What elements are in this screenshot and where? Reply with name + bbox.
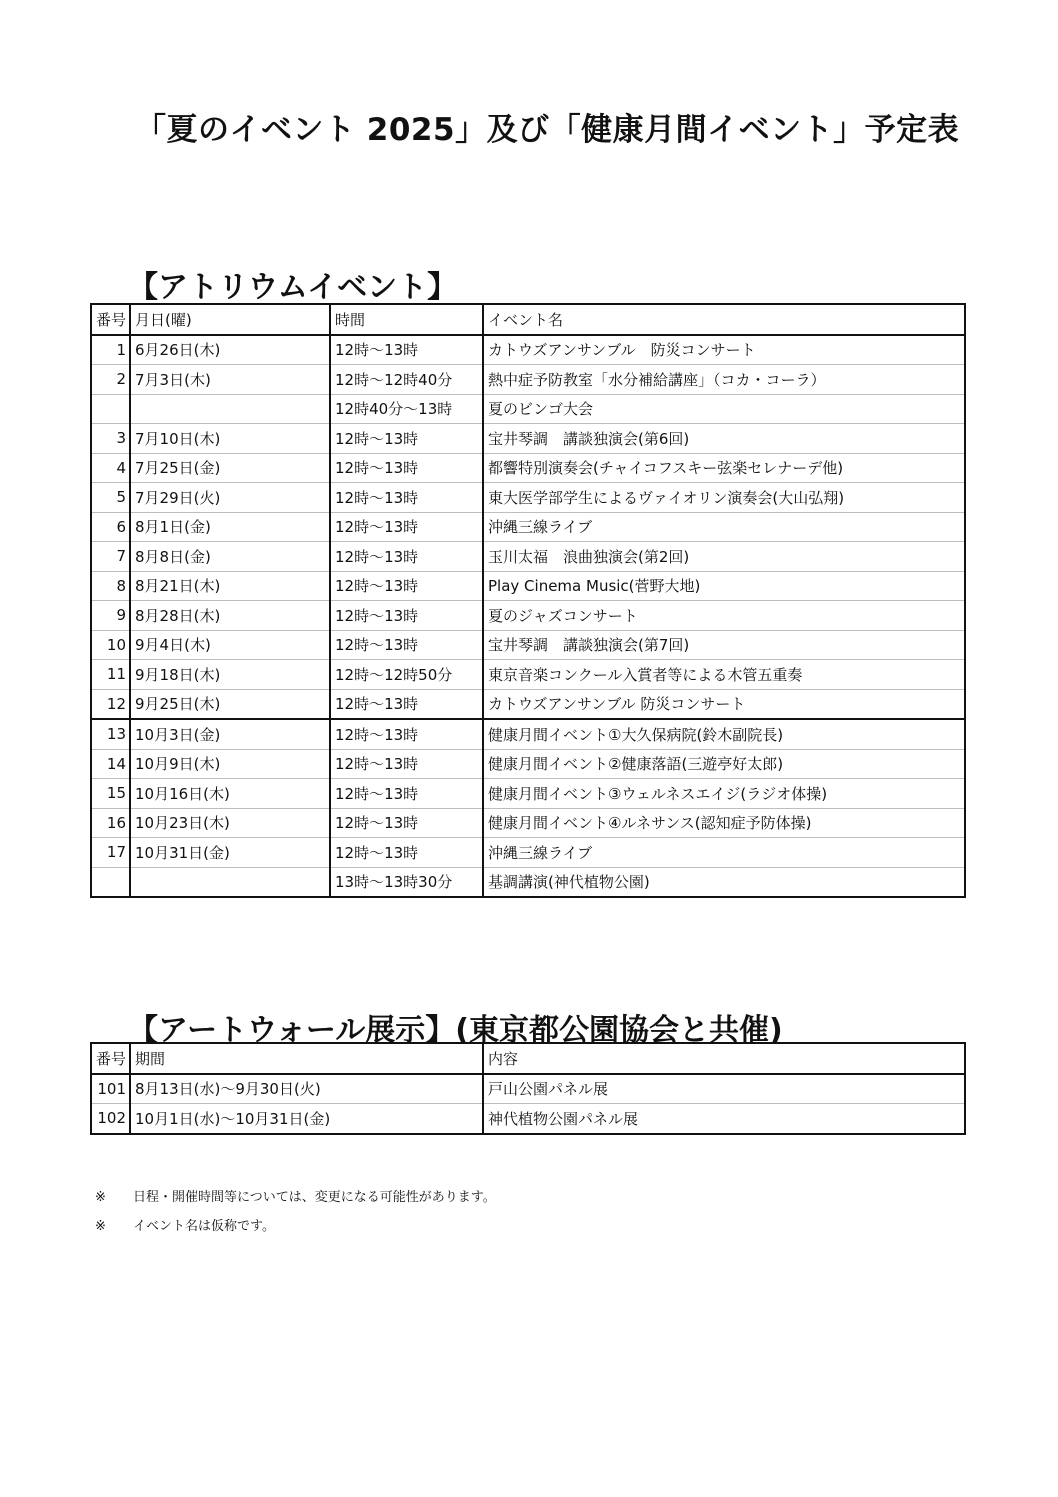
row-time: 12時～13時: [330, 453, 483, 483]
row-number: 4: [91, 453, 130, 483]
row-event-name: 東大医学部学生によるヴァイオリン演奏会(大山弘翔): [483, 483, 965, 513]
row-time: 12時～13時: [330, 630, 483, 660]
row-event-name: 健康月間イベント③ウェルネスエイジ(ラジオ体操): [483, 779, 965, 809]
row-time: 12時～13時: [330, 424, 483, 454]
row-date: [130, 394, 330, 424]
table-row: [91, 571, 965, 601]
row-number: 16: [91, 808, 130, 838]
row-number: 1: [91, 335, 130, 365]
table-row: [91, 779, 965, 809]
table-header-row: [91, 1043, 965, 1074]
row-date: 9月18日(木): [130, 660, 330, 690]
row-date: 10月23日(木): [130, 808, 330, 838]
row-number: 15: [91, 779, 130, 809]
row-time: 12時～13時: [330, 571, 483, 601]
table-row: [91, 542, 965, 572]
row-number: [91, 394, 130, 424]
table-header-row: [91, 304, 965, 335]
table-row: [91, 749, 965, 779]
row-time: 12時～13時: [330, 749, 483, 779]
row-date: 7月10日(木): [130, 424, 330, 454]
row-time: 13時～13時30分: [330, 867, 483, 897]
table-row: [91, 719, 965, 749]
row-time: 12時40分～13時: [330, 394, 483, 424]
row-date: [130, 867, 330, 897]
row-number: 9: [91, 601, 130, 631]
row-event-name: 健康月間イベント①大久保病院(鈴木副院長): [483, 719, 965, 749]
note-text: 日程・開催時間等については、変更になる可能性があります。: [133, 1190, 496, 1205]
row-date: 10月16日(木): [130, 779, 330, 809]
row-date: 8月21日(木): [130, 571, 330, 601]
row-event-name: 都響特別演奏会(チャイコフスキー弦楽セレナーデ他): [483, 453, 965, 483]
row-time: 12時～13時: [330, 601, 483, 631]
column-header-content: 内容: [483, 1043, 965, 1074]
row-date: 6月26日(木): [130, 335, 330, 365]
note-mark: ※: [95, 1190, 106, 1205]
row-event-name: 東京音楽コンクール入賞者等による木管五重奏: [483, 660, 965, 690]
row-period: 8月13日(水)～9月30日(火): [130, 1074, 483, 1104]
row-time: 12時～13時: [330, 512, 483, 542]
row-number: 13: [91, 719, 130, 749]
table-row: [91, 394, 965, 424]
table-row: [91, 601, 965, 631]
notes: [95, 1183, 496, 1241]
row-number: 101: [91, 1074, 130, 1104]
column-header-event-name: イベント名: [483, 304, 965, 335]
row-time: 12時～13時: [330, 808, 483, 838]
row-event-name: カトウズアンサンブル 防災コンサート: [483, 335, 965, 365]
row-number: 17: [91, 838, 130, 868]
note-text: イベント名は仮称です。: [133, 1219, 275, 1234]
row-number: [91, 867, 130, 897]
table-row: [91, 1104, 965, 1134]
row-event-name: 基調講演(神代植物公園): [483, 867, 965, 897]
row-number: 11: [91, 660, 130, 690]
row-event-name: 夏のジャズコンサート: [483, 601, 965, 631]
row-event-name: 健康月間イベント②健康落語(三遊亭好太郎): [483, 749, 965, 779]
row-date: 8月1日(金): [130, 512, 330, 542]
artwall-schedule-table: [90, 1042, 966, 1135]
row-number: 2: [91, 365, 130, 395]
row-event-name: 沖縄三線ライブ: [483, 838, 965, 868]
row-number: 6: [91, 512, 130, 542]
row-event-name: 宝井琴調 講談独演会(第7回): [483, 630, 965, 660]
table-row: [91, 630, 965, 660]
row-date: 10月31日(金): [130, 838, 330, 868]
column-header-period: 期間: [130, 1043, 483, 1074]
row-number: 8: [91, 571, 130, 601]
table-row: [91, 867, 965, 897]
row-number: 10: [91, 630, 130, 660]
row-time: 12時～13時: [330, 483, 483, 513]
column-header-date: 月日(曜): [130, 304, 330, 335]
row-number: 5: [91, 483, 130, 513]
table-row: [91, 808, 965, 838]
row-time: 12時～12時40分: [330, 365, 483, 395]
table-row: [91, 335, 965, 365]
row-event-name: 玉川太福 浪曲独演会(第2回): [483, 542, 965, 572]
table-row: [91, 424, 965, 454]
table-row: [91, 838, 965, 868]
table-row: [91, 483, 965, 513]
row-time: 12時～13時: [330, 719, 483, 749]
row-event-name: カトウズアンサンブル 防災コンサート: [483, 689, 965, 719]
row-date: 8月8日(金): [130, 542, 330, 572]
row-date: 7月25日(金): [130, 453, 330, 483]
table-row: [91, 689, 965, 719]
row-number: 12: [91, 689, 130, 719]
table-row: [91, 660, 965, 690]
note-item: [95, 1183, 496, 1212]
table-row: [91, 453, 965, 483]
row-number: 14: [91, 749, 130, 779]
row-event-name: 宝井琴調 講談独演会(第6回): [483, 424, 965, 454]
row-content: 神代植物公園パネル展: [483, 1104, 965, 1134]
row-time: 12時～13時: [330, 838, 483, 868]
row-event-name: 健康月間イベント④ルネサンス(認知症予防体操): [483, 808, 965, 838]
row-date: 9月4日(木): [130, 630, 330, 660]
row-time: 12時～13時: [330, 689, 483, 719]
atrium-schedule-table: [90, 303, 966, 898]
column-header-number: 番号: [91, 304, 130, 335]
row-time: 12時～13時: [330, 779, 483, 809]
row-number: 102: [91, 1104, 130, 1134]
row-date: 7月29日(火): [130, 483, 330, 513]
row-time: 12時～13時: [330, 542, 483, 572]
table-row: [91, 365, 965, 395]
note-mark: ※: [95, 1219, 106, 1234]
row-number: 3: [91, 424, 130, 454]
column-header-time: 時間: [330, 304, 483, 335]
row-period: 10月1日(水)～10月31日(金): [130, 1104, 483, 1134]
column-header-number: 番号: [91, 1043, 130, 1074]
row-event-name: Play Cinema Music(菅野大地): [483, 571, 965, 601]
row-number: 7: [91, 542, 130, 572]
row-date: 10月3日(金): [130, 719, 330, 749]
table-row: [91, 1074, 965, 1104]
row-time: 12時～12時50分: [330, 660, 483, 690]
row-date: 7月3日(木): [130, 365, 330, 395]
artwall-section-heading: 【アートウォール展示】(東京都公園協会と共催): [128, 1013, 783, 1048]
note-item: [95, 1212, 496, 1241]
page-title: 「夏のイベント 2025」及び「健康月間イベント」予定表: [135, 112, 960, 148]
row-event-name: 熱中症予防教室「水分補給講座」（コカ・コーラ）: [483, 365, 965, 395]
row-content: 戸山公園パネル展: [483, 1074, 965, 1104]
row-date: 10月9日(木): [130, 749, 330, 779]
row-event-name: 夏のビンゴ大会: [483, 394, 965, 424]
row-time: 12時～13時: [330, 335, 483, 365]
atrium-section-heading: 【アトリウムイベント】: [128, 270, 458, 305]
table-row: [91, 512, 965, 542]
row-date: 9月25日(木): [130, 689, 330, 719]
row-date: 8月28日(木): [130, 601, 330, 631]
row-event-name: 沖縄三線ライブ: [483, 512, 965, 542]
